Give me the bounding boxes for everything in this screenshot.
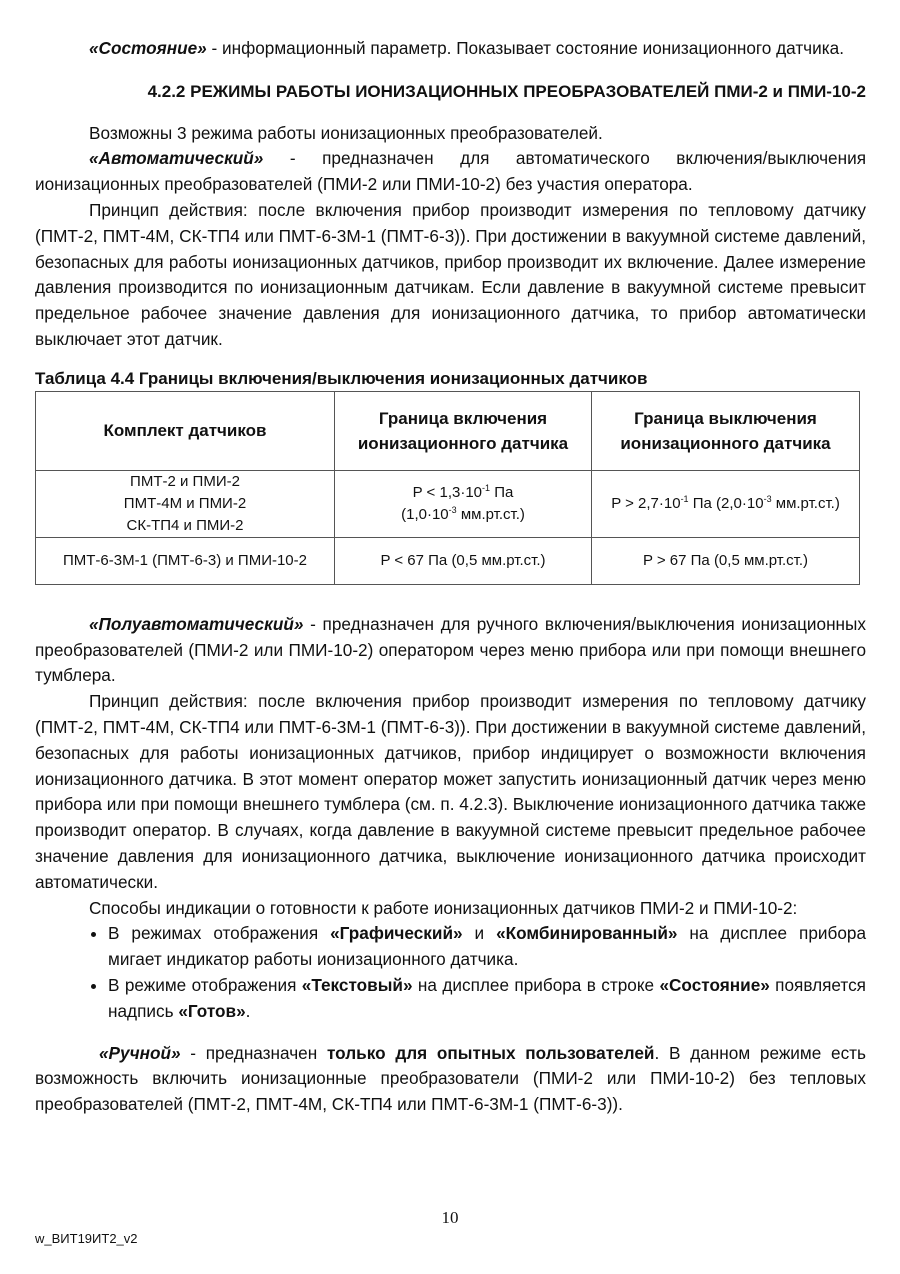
paragraph-manual: «Ручной» - предназначен только для опытных пользователей. В данном режиме есть возможность включить ионизационные преобразователи (ПМИ-2 или ПМИ-10-2) без тепловых преобразователей (ПМТ-2, ПМТ-4М, СК-ТП4 или ПМТ-6-3М-1 (ПМТ-6-3)). (35, 1042, 867, 1115)
paragraph-auto: «Автоматический» - предназначен для автоматического включения/выключения ионизационных преобразователей (ПМИ-2 или ПМИ-10-2) без участия оператора. (35, 148, 866, 195)
paragraph-modes: Возможны 3 режима работы ионизационных преобразователей. (89, 122, 603, 143)
list-item: • В режиме отображения «Текстовый» на дисплее прибора в строке «Состояние» появляется надпись «Готов». (108, 973, 866, 1025)
header-off-threshold: Граница выключения ионизационного датчика (592, 391, 860, 470)
cell-on-threshold: $P < 1,3\cdot 10^{-1}$ Па ($1,0\cdot 10^{-3}$ мм.рт.ст.) (335, 470, 592, 537)
page-number: 10 (441, 1208, 459, 1227)
cell-on-threshold: P < 67 Па (0,5 мм.рт.ст.) (335, 537, 592, 584)
paragraph-state: «Состояние» - информационный параметр. Показывает состояние ионизационного датчика. (89, 38, 844, 58)
cell-sensor-set: ПМТ-6-3М-1 (ПМТ-6-3) и ПМИ-10-2 (36, 537, 335, 584)
table-row (36, 537, 860, 584)
term-state: «Состояние» (89, 38, 207, 58)
cell-sensor-set: ПМТ-2 и ПМИ-2 ПМТ-4М и ПМИ-2 СК-ТП4 и ПМИ-2 (36, 470, 335, 537)
indication-list (35, 921, 866, 1024)
footer-doc-id: w_ВИТ19ИТ2_v2 (35, 1231, 138, 1246)
section-heading: 4.2.2 РЕЖИМЫ РАБОТЫ ИОНИЗАЦИОННЫХ ПРЕОБРАЗОВАТЕЛЕЙ ПМИ-2 и ПМИ-10-2 (147, 81, 866, 101)
paragraph-auto-principle: Принцип действия: после включения прибор производит измерения по тепловому датчику (ПМТ-2, ПМТ-4М, СК-ТП4 или ПМТ-6-3М-1 (ПМТ-6-3)). При достижении в вакуумной системе давлений, безопасных для работы ионизационных датчиков, прибор производит их включение. Далее измерение давления производится по ионизационным датчикам. Если давление в вакуумной системе превысит предельное рабочее значение давления для ионизационного датчика, то прибор автоматически выключает этот датчик. (35, 199, 866, 349)
table-header-row (36, 391, 860, 470)
table-caption: Таблица 4.4 Границы включения/выключения ионизационных датчиков (35, 368, 648, 388)
paragraph-semi-principle: Принцип действия: после включения прибор производит измерения по тепловому датчику (ПМТ-2, ПМТ-4М, СК-ТП4 или ПМТ-6-3М-1 (ПМТ-6-3)). При достижении в вакуумной системе давлений, безопасных для работы ионизационных датчиков, прибор индицирует о возможности включения ионизационного датчика. В этот момент оператор может запустить ионизационный датчик через меню прибора или при помощи внешнего тумблера (см. п. 4.2.3). Выключение ионизационного датчика также производит оператор. В случаях, когда давление в вакуумной системе превысит предельное рабочее значение давления для ионизационного датчика, выключение ионизационного датчика происходит автоматически. (35, 691, 866, 892)
term-semi: «Полуавтоматический» (89, 613, 304, 634)
document-page (35, 36, 866, 1118)
term-auto: «Автоматический» (89, 148, 264, 169)
table-row (36, 470, 860, 537)
header-sensor-set: Комплект датчиков (36, 391, 335, 470)
cell-off-threshold: $P > 2,7\cdot 10^{-1}$ Па ($2,0\cdot 10^{-3}$ мм.рт.ст.) (592, 470, 860, 537)
paragraph-semi: «Полуавтоматический» - предназначен для ручного включения/выключения ионизационных преобразователей (ПМИ-2 или ПМИ-10-2) оператором через меню прибора или при помощи внешнего тумблера. (35, 613, 866, 686)
thresholds-table (35, 391, 860, 585)
header-on-threshold: Граница включения ионизационного датчика (335, 391, 592, 470)
list-item: • В режимах отображения «Графический» и «Комбинированный» на дисплее прибора мигает индикатор работы ионизационного датчика. (108, 921, 866, 973)
paragraph-indication: Способы индикации о готовности к работе ионизационных датчиков ПМИ-2 и ПМИ-10-2: (89, 897, 798, 918)
cell-off-threshold: P > 67 Па (0,5 мм.рт.ст.) (592, 537, 860, 584)
term-manual: «Ручной» (99, 1042, 181, 1063)
